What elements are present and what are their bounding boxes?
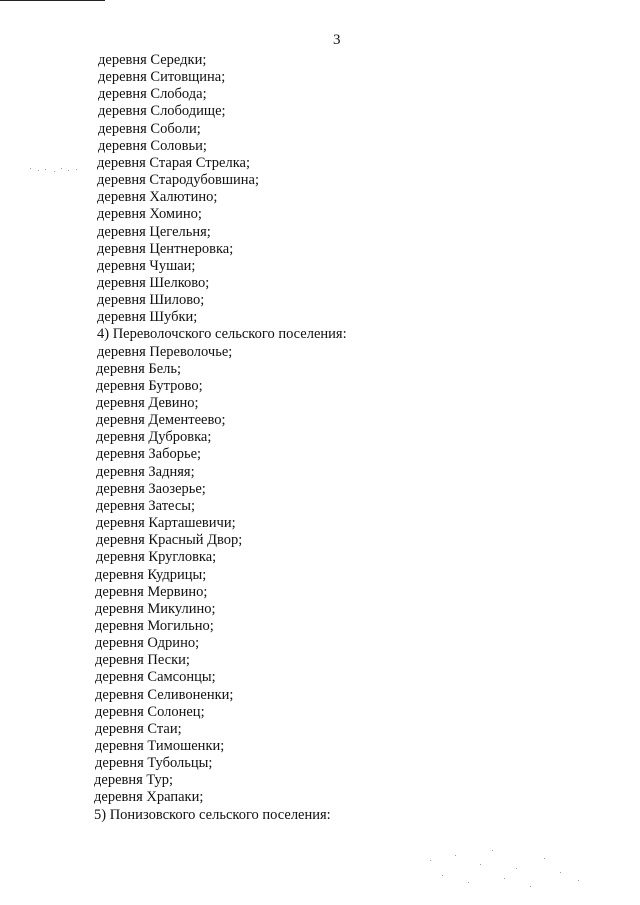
list-item: деревня Заборье;: [96, 446, 202, 462]
list-item: деревня Селивоненки;: [95, 687, 234, 703]
list-item: деревня Красный Двор;: [96, 532, 243, 548]
list-item: деревня Стаи;: [95, 721, 182, 737]
list-item: деревня Одрино;: [95, 635, 200, 651]
list-item: деревня Карташевичи;: [96, 515, 236, 531]
list-item: деревня Халютино;: [97, 189, 218, 205]
list-item: деревня Солонец;: [95, 704, 205, 720]
section-heading: 5) Понизовского сельского поселения:: [94, 807, 331, 823]
page-number: 3: [333, 32, 341, 48]
list-item: деревня Слободище;: [98, 103, 226, 119]
list-item: деревня Переволочье;: [97, 344, 233, 360]
list-item: деревня Затесы;: [96, 498, 196, 514]
list-item: деревня Кругловка;: [96, 549, 217, 565]
list-item: деревня Дубровка;: [96, 429, 212, 445]
list-item: деревня Соболи;: [98, 121, 201, 137]
list-item: деревня Середки;: [98, 52, 207, 68]
list-item: деревня Ситовщина;: [98, 69, 226, 85]
list-item: деревня Заозерье;: [96, 481, 206, 497]
list-item: деревня Цегельня;: [97, 224, 211, 240]
list-item: деревня Дементеево;: [96, 412, 226, 428]
list-item: деревня Кудрицы;: [95, 567, 207, 583]
list-item: деревня Девино;: [96, 395, 199, 411]
list-item: деревня Микулино;: [95, 601, 216, 617]
list-item: деревня Шелково;: [97, 275, 210, 291]
list-item: деревня Старая Стрелка;: [97, 155, 251, 171]
list-item: деревня Тубольцы;: [95, 755, 213, 771]
list-item: деревня Тимошенки;: [95, 738, 225, 754]
list-item: деревня Стародубовшина;: [97, 172, 259, 188]
list-item: деревня Бутрово;: [96, 378, 203, 394]
list-item: деревня Хомино;: [97, 206, 202, 222]
section-heading: 4) Переволочского сельского поселения:: [97, 326, 347, 342]
scan-noise-left: [28, 150, 88, 180]
scan-noise-bottom-right: [420, 820, 620, 900]
list-item: деревня Храпаки;: [94, 789, 204, 805]
list-item: деревня Мервино;: [95, 584, 208, 600]
list-item: деревня Шубки;: [97, 309, 198, 325]
list-item: деревня Могильно;: [95, 618, 214, 634]
list-item: деревня Самсонцы;: [95, 669, 216, 685]
list-item: деревня Бель;: [96, 361, 182, 377]
list-item: деревня Чушаи;: [97, 258, 196, 274]
list-item: деревня Слобода;: [98, 86, 207, 102]
list-item: деревня Центнеровка;: [97, 241, 234, 257]
list-item: деревня Соловьи;: [98, 138, 207, 154]
list-item: деревня Пески;: [95, 652, 190, 668]
scan-edge-line: [0, 0, 105, 1]
list-item: деревня Шилово;: [97, 292, 205, 308]
list-item: деревня Задняя;: [96, 464, 195, 480]
list-item: деревня Тур;: [94, 772, 174, 788]
